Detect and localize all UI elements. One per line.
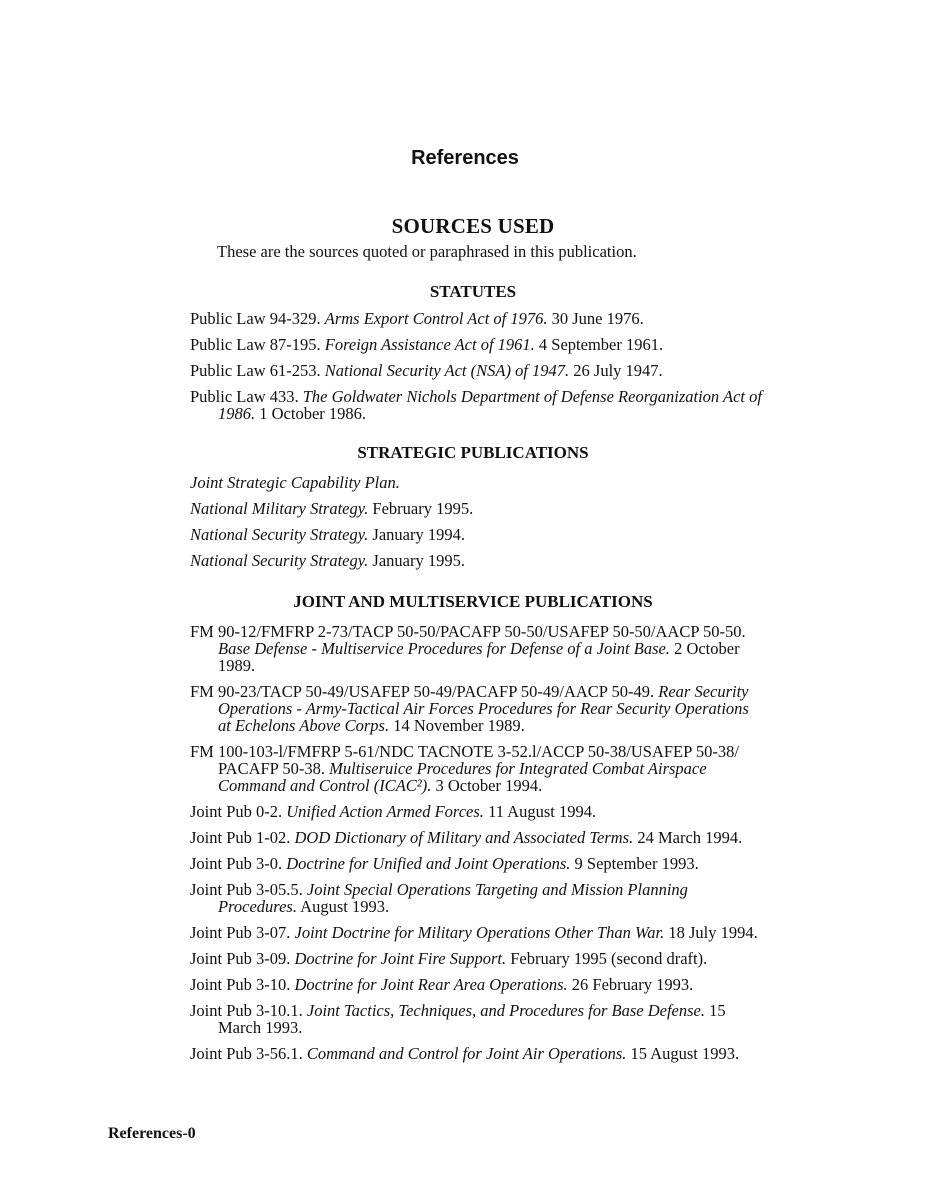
reference-entry: FM 100-103-l/FMFRP 5-61/NDC TACNOTE 3-52.l/ACCP 50-38/USAFEP 50-38/ PACAFP 50-38. Multiseruice Procedures for Integrated Combat Airspace Command and Control (ICAC²). 3 October 1994. bbox=[190, 742, 739, 795]
page-title: References bbox=[411, 147, 519, 169]
page-footer: References-0 bbox=[108, 1125, 196, 1142]
reference-entry: Public Law 433. The Goldwater Nichols Department of Defense Reorganization Act of 1986. 1 October 1986. bbox=[190, 387, 762, 423]
reference-entry: Joint Pub 3-10.1. Joint Tactics, Techniques, and Procedures for Base Defense. 15 March 1993. bbox=[190, 1001, 726, 1037]
reference-entry: Joint Pub 3-0. Doctrine for Unified and Joint Operations. 9 September 1993. bbox=[190, 854, 699, 873]
joint-list bbox=[190, 623, 765, 1062]
reference-entry: Joint Pub 3-07. Joint Doctrine for Military Operations Other Than War. 18 July 1994. bbox=[190, 923, 758, 942]
reference-entry: National Security Strategy. January 1994. bbox=[190, 525, 465, 544]
statutes-heading: STATUTES bbox=[429, 282, 517, 301]
reference-entry: National Security Strategy. January 1995. bbox=[190, 551, 465, 570]
intro-text: These are the sources quoted or paraphrased in this publication. bbox=[217, 242, 637, 261]
reference-entry: Public Law 87-195. Foreign Assistance Act of 1961. 4 September 1961. bbox=[190, 335, 664, 354]
reference-entry: FM 90-23/TACP 50-49/USAFEP 50-49/PACAFP 50-49/AACP 50-49. Rear Security Operations - Army-Tactical Air Forces Procedures for Rear Security Operations at Echelons Above Corps. 14 November 1989. bbox=[190, 682, 749, 735]
reference-entry: Public Law 61-253. National Security Act (NSA) of 1947. 26 July 1947. bbox=[190, 361, 663, 380]
reference-entry: Joint Pub 3-10. Doctrine for Joint Rear Area Operations. 26 February 1993. bbox=[190, 975, 694, 994]
strategic-publications-heading: STRATEGIC PUBLICATIONS bbox=[357, 443, 589, 462]
reference-entry: Joint Pub 3-56.1. Command and Control for Joint Air Operations. 15 August 1993. bbox=[190, 1044, 740, 1063]
strategic-list bbox=[190, 474, 765, 569]
sources-used-heading: SOURCES USED bbox=[391, 214, 555, 238]
reference-entry: National Military Strategy. February 1995. bbox=[190, 499, 474, 518]
reference-entry: Joint Pub 0-2. Unified Action Armed Forces. 11 August 1994. bbox=[190, 802, 597, 821]
reference-entry: Public Law 94-329. Arms Export Control Act of 1976. 30 June 1976. bbox=[190, 309, 644, 328]
statutes-list bbox=[190, 310, 765, 422]
reference-entry: FM 90-12/FMFRP 2-73/TACP 50-50/PACAFP 50-50/USAFEP 50-50/AACP 50-50. Base Defense - Multiservice Procedures for Defense of a Joint Base. 2 October 1989. bbox=[190, 622, 746, 675]
reference-entry: Joint Pub 3-09. Doctrine for Joint Fire Support. February 1995 (second draft). bbox=[190, 949, 708, 968]
reference-entry: Joint Strategic Capability Plan. bbox=[190, 473, 400, 492]
reference-entry: Joint Pub 1-02. DOD Dictionary of Military and Associated Terms. 24 March 1994. bbox=[190, 828, 743, 847]
reference-entry: Joint Pub 3-05.5. Joint Special Operations Targeting and Mission Planning Procedures. August 1993. bbox=[190, 880, 688, 916]
joint-multiservice-heading: JOINT AND MULTISERVICE PUBLICATIONS bbox=[293, 592, 653, 611]
